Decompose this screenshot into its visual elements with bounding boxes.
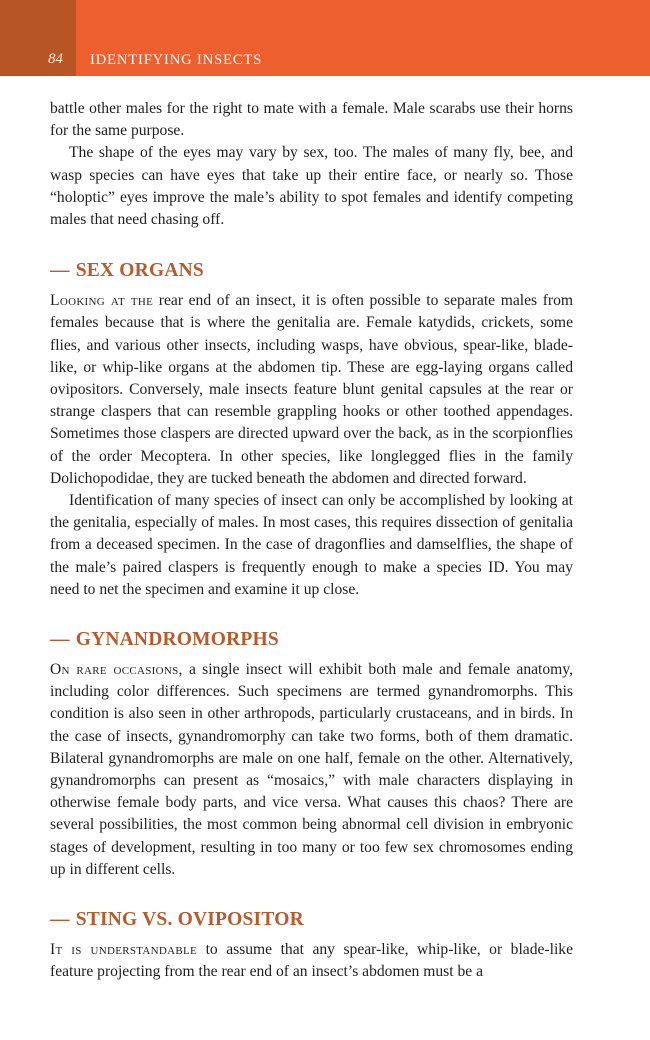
gynandromorphs-paragraph-1 bbox=[50, 659, 573, 881]
intro-paragraph-1: battle other males for the right to mate with a female. Male scarabs use their horns for the same purpose. bbox=[50, 100, 573, 140]
running-head: IDENTIFYING INSECTS bbox=[90, 52, 263, 68]
heading-text: SEX ORGANS bbox=[75, 260, 204, 282]
lead-in-small-caps: Looking at the bbox=[50, 292, 154, 310]
heading-dash: — bbox=[50, 260, 70, 282]
heading-dash: — bbox=[50, 629, 70, 651]
page-number-tab bbox=[0, 0, 76, 76]
page-header-band bbox=[0, 0, 650, 76]
heading-text: GYNANDROMORPHS bbox=[75, 629, 279, 651]
heading-text: STING VS. OVIPOSITOR bbox=[75, 909, 304, 931]
sex-organs-paragraph-1 bbox=[50, 290, 573, 490]
paragraph-text: rear end of an insect, it is often possible to separate males from females because that is where the genitalia are. Female katydids, crickets, some flies, and various other insects, including wasps, have obvious, spear-like, blade-like, or whip-like organs at the abdomen tip. These are egg-laying organs called ovipositors. Conversely, male insects feature blunt genital capsules at the rear or strange claspers that can resemble grappling hooks or other toothed appendages. Sometimes those claspers are directed upward over the back, as in the scorpionflies of the order Mecoptera. In other species, like longlegged flies in the family Dolichopodidae, they are tucked beneath the abdomen and directed forward. bbox=[50, 292, 573, 487]
section-heading-sex-organs bbox=[50, 259, 573, 283]
lead-in-small-caps: On rare occasions, bbox=[50, 661, 183, 679]
sex-organs-paragraph-2: Identification of many species of insect can only be accomplished by looking at the genitalia, especially of males. In most cases, this requires dissection of genitalia from a deceased specimen. In the case of dragonflies and damselflies, the shape of the male’s paired claspers is frequently enough to make a species ID. You may need to net the specimen and examine it up close. bbox=[50, 492, 573, 598]
heading-dash: — bbox=[50, 909, 70, 931]
lead-in-small-caps: It is understandable bbox=[50, 941, 198, 959]
sting-paragraph-1 bbox=[50, 939, 573, 983]
paragraph-text: a single insect will exhibit both male and female anatomy, including color differences. Such specimens are termed gynandromorphs. This condition is also seen in other arthropods, particularly crustaceans, and in birds. In the case of insects, gynandromorphy can take two forms, both of them dramatic. Bilateral gynandromorphs are male on one half, female on the other. Alternatively, gynandromorphs can present as “mosaics,” with male characters displaying in otherwise female body parts, and vice versa. What causes this chaos? There are several possibilities, the most common being abnormal cell division in embryonic stages of development, resulting in too many or too few sex chromosomes ending up in different cells. bbox=[50, 661, 573, 878]
page-body bbox=[50, 98, 573, 984]
section-heading-sting-vs-ovipositor bbox=[50, 908, 573, 932]
paragraph-text: to assume that any spear-like, whip-like, or blade-like feature projecting from the rear end of an insect’s abdomen must be a bbox=[50, 941, 573, 981]
section-heading-gynandromorphs bbox=[50, 628, 573, 652]
intro-paragraph-2: The shape of the eyes may vary by sex, too. The males of many fly, bee, and wasp species can have eyes that take up their entire face, or nearly so. Those “holoptic” eyes improve the male’s ability to spot females and identify competing males that need chasing off. bbox=[50, 144, 573, 229]
page-number: 84 bbox=[48, 51, 63, 67]
